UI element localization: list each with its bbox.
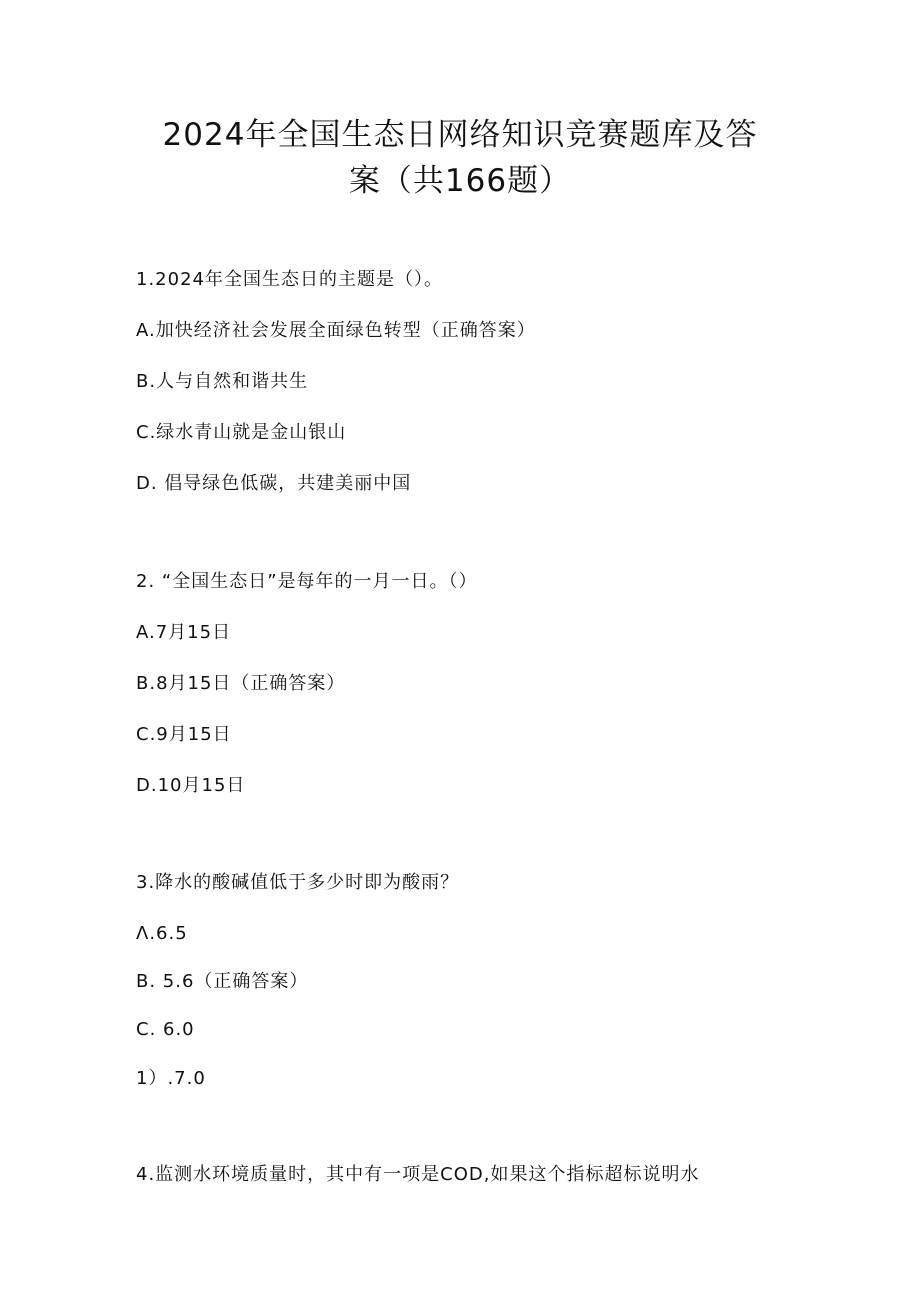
question-2-option-c: C.9月15日: [136, 724, 232, 745]
question-2-option-b: B.8月15日（正确答案）: [136, 673, 346, 694]
question-2-stem: 2. “全国生态日”是每年的一月一日。（）: [136, 571, 478, 592]
question-3-option-a: Λ.6.5: [136, 923, 188, 944]
question-1-option-d: D. 倡导绿色低碳，共建美丽中国: [136, 473, 412, 494]
question-4-stem: 4.监测水环境质量时，其中有一项是COD,如果这个指标超标说明水: [136, 1164, 700, 1185]
question-3-option-d: 1）.7.0: [136, 1068, 206, 1089]
question-1-option-b: B.人与自然和谐共生: [136, 371, 309, 392]
document-title-line-1: 2024年全国生态日网络知识竞赛题库及答: [162, 117, 758, 153]
question-2-option-a: A.7月15日: [136, 622, 232, 643]
document-title-line-2: 案（共166题）: [348, 163, 572, 199]
question-2-option-d: D.10月15日: [136, 775, 246, 796]
question-3-option-c: C. 6.0: [136, 1019, 195, 1040]
question-1-stem: 1.2024年全国生态日的主题是（）。: [136, 269, 443, 290]
question-3-stem: 3.降水的酸碱值低于多少时即为酸雨？: [136, 872, 460, 893]
question-1-option-c: C.绿水青山就是金山银山: [136, 422, 347, 443]
question-1-option-a: A.加快经济社会发展全面绿色转型（正确答案）: [136, 320, 536, 341]
question-3-option-b: B. 5.6（正确答案）: [136, 971, 309, 992]
